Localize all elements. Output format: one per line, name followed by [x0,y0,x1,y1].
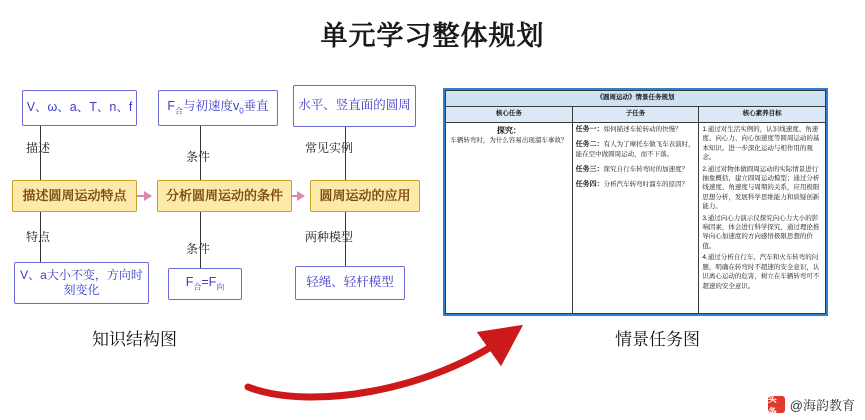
goal-4: 4.通过分析自行车、汽车和火车转弯的问题，明确在转弯时不超速的安全意识，认识离心运动的危害，树立在车辆转弯可不超速的安全意识。 [702,254,820,290]
red-curved-arrow [240,325,560,405]
top-label-1: 描述 [26,141,51,155]
subtask-1-label: 任务一： [575,125,604,133]
top-box-3-label: 水平、竖直面的圆周 [298,98,411,113]
subtask-cell [572,122,699,313]
bottom-label-2: 条件 [186,242,211,256]
goal-2: 2.通过对物体做圆周运动的实际情景进行抽象概括，建立圆周运动模型；通过分析线速度、角速度与周期的关系，应用极限思想分析，发展科学思维能力和质疑创新能力。 [702,165,820,211]
top-box-2-label: $F_合$与初速度$v_0$垂直 [167,99,269,116]
table-header-core-task: 核心任务 [446,106,573,122]
table-header-goal: 核心素养目标 [699,106,826,122]
subtask-3-text: 探究自行车转弯时的加速度？ [603,165,689,173]
bottom-box-2 [168,268,242,300]
core-task-desc: 车辆转弯时，为什么容易出现溜车事故？ [450,137,568,145]
top-box-3 [293,85,416,127]
footer-brand [767,393,855,417]
top-label-3: 常见实例 [305,141,354,155]
situation-table [443,88,828,316]
subtask-4-label: 任务四： [575,180,604,188]
top-box-1 [22,90,137,126]
subtask-3-label: 任务三： [575,165,604,173]
main-box-1 [12,180,137,212]
right-caption: 情景任务图 [615,330,700,349]
main-box-2-label: 分析圆周运动的条件 [165,187,283,203]
main-box-3 [310,180,420,212]
top-label-2: 条件 [186,150,211,164]
top-box-2 [158,90,278,126]
goal-3: 3.通过向心力演示仪探究向心力大小的影响因素，体会进行科学探究，通过理论推导向心加速度的方向感悟极限思想的价值。 [702,214,820,250]
bottom-box-3-label: 轻绳、轻杆模型 [306,275,394,290]
subtask-2 [576,140,696,160]
arrow-main-2-3 [292,195,304,197]
subtask-1 [576,125,696,135]
bottom-box-1 [14,262,149,304]
table-header-subtask: 子任务 [572,106,699,122]
subtask-1-text: 如何描述车轮转动的快慢？ [603,125,682,133]
bottom-box-1-label: V、a大小不变，方向时刻变化 [20,268,143,297]
subtask-2-label: 任务二： [575,140,604,148]
subtask-4 [576,180,696,190]
page-title: 单元学习整体规划 [320,21,545,51]
table-title: 《圆周运动》情景任务规划 [446,91,826,107]
top-box-1-label: V、ω、a、T、n、f [26,100,133,115]
core-task-cell [446,122,573,313]
bottom-box-2-label: $F_合=F_向$ [185,275,225,292]
goal-cell [699,122,826,313]
goal-1: 1.通过对生活实例的，认识线速度、角速度、向心力、向心加速度等圆周运动的基本知识。进一步深化运动与相作用的观念。 [702,125,820,162]
left-caption: 知识结构图 [92,330,177,349]
bottom-box-3 [295,266,405,300]
arrow-main-1-2 [137,195,151,197]
subtask-2-text: 有人为了摩托车做飞车表演时，能在空中做圆周运动，而不下落。 [575,140,695,159]
main-box-2 [157,180,292,212]
toutiao-logo-icon: 头条 [768,396,785,413]
subtask-4-text: 分析汽车转弯时溜车的原因？ [603,180,689,188]
bottom-label-3: 两种模型 [305,230,354,244]
brand-text: @海韵教育 [789,398,855,413]
core-task-name: 探究： [496,125,521,135]
main-box-3-label: 圆周运动的应用 [319,187,411,203]
main-box-1-label: 描述圆周运动特点 [22,187,127,203]
bottom-label-1: 特点 [26,230,51,244]
subtask-3 [576,165,696,175]
